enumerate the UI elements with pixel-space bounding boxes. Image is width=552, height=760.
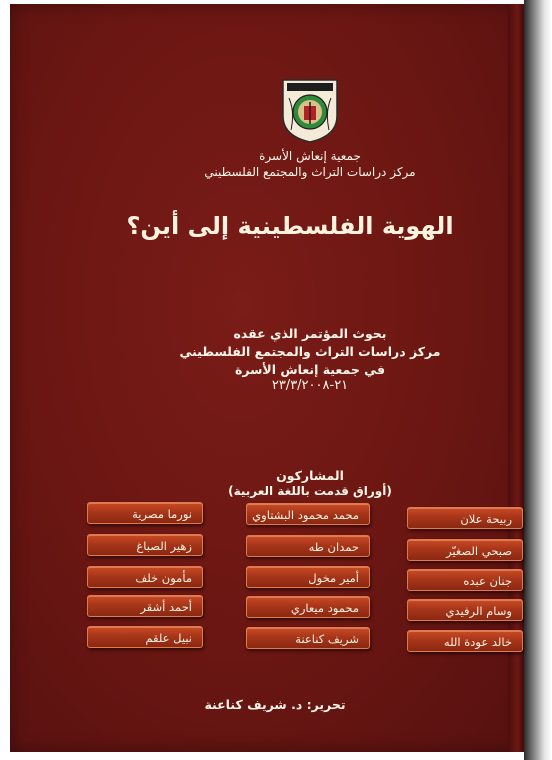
participants-heading: المشاركون xyxy=(276,468,344,483)
participant-chip: جنان عبده xyxy=(407,569,523,591)
participant-chip: ربيحة علان xyxy=(407,507,523,529)
publisher-line-1: جمعية إنعاش الأسرة xyxy=(259,149,361,163)
book-title: الهوية الفلسطينية إلى أين؟ xyxy=(126,212,454,240)
participant-chip: زهير الصباغ xyxy=(87,534,203,556)
subtitle-line-2: مركز دراسات التراث والمجتمع الفلسطيني xyxy=(179,344,441,359)
participant-chip: أمير مخول xyxy=(246,566,370,588)
participant-chip: خالد عودة الله xyxy=(407,630,523,652)
participant-chip: مأمون خلف xyxy=(87,566,203,588)
editor-credit: تحرير: د. شريف كناعنة xyxy=(204,697,346,712)
participant-chip: نورما مصرية xyxy=(87,502,203,524)
publisher-line-2: مركز دراسات التراث والمجتمع الفلسطيني xyxy=(204,165,416,179)
participant-chip: أحمد أشقر xyxy=(87,595,203,617)
subtitle-line-3: في جمعية إنعاش الأسرة xyxy=(234,362,386,377)
participant-chip: حمدان طه xyxy=(246,535,370,557)
conference-dates: ٢١-٢٣/٣/٢٠٠٨ xyxy=(271,378,349,393)
participant-chip: محمود ميعاري xyxy=(246,596,370,618)
participant-chip: وسام الرفيدي xyxy=(407,599,523,621)
participants-note: (أوراق قدمت باللغة العربية) xyxy=(228,484,392,498)
participant-chip: صبحي الصغيّر xyxy=(407,539,523,561)
association-emblem-icon xyxy=(279,72,341,144)
participant-chip: شريف كناعنة xyxy=(246,627,370,649)
participant-chip: نبيل علقم xyxy=(87,626,203,648)
participant-chip: محمد محمود البشتاوي xyxy=(246,503,370,525)
subtitle-line-1: بحوث المؤتمر الذي عقده xyxy=(233,326,387,341)
scan-shadow xyxy=(524,0,552,760)
